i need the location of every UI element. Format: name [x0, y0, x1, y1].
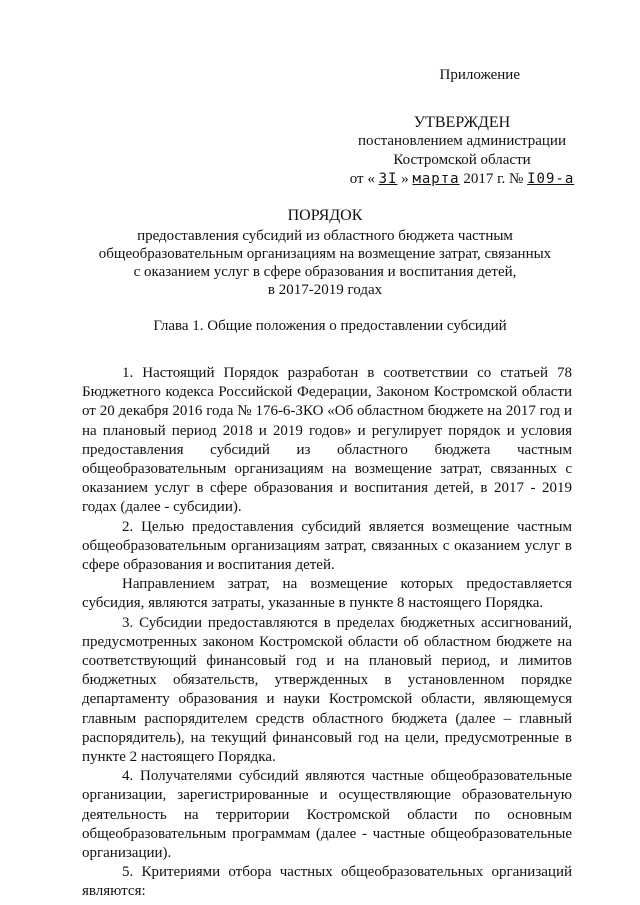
paragraph-1: 1. Настоящий Порядок разработан в соответствии со статьей 78 Бюджетного кодекса Российской Федерации, Законом Костромской области от 20 декабря 2016 года № 176-6-ЗКО «Об областном бюджете на 2017 год и на плановый период 2018 и 2019 годов» и регулирует порядок и условия предоставления субсидий из областного бюджета частным общеобразовательным организациям на возмещение затрат, связанных с оказанием услуг в сфере образования и воспитания детей, в 2017 - 2019 годах (далее - субсидии).: [82, 365, 572, 516]
chapter-heading: Глава 1. Общие положения о предоставлении субсидий: [153, 318, 507, 334]
date-prefix: от «: [349, 171, 375, 187]
approval-date-line: [332, 170, 592, 189]
appendix-label: Приложение: [439, 67, 520, 83]
approved-by-line2: Костромской области: [393, 152, 531, 168]
document-body: [82, 364, 572, 902]
date-day: 3I: [378, 171, 398, 187]
paragraph-5: 5. Критериями отбора частных общеобразовательных организаций являются:: [82, 864, 572, 900]
paragraph-4: 4. Получателями субсидий являются частные общеобразовательные организации, зарегистрированные и осуществляющие образовательную деятельность на территории Костромской области по основным общеобразовательным программам (далее - частные общеобразовательные организации).: [82, 768, 572, 862]
approval-block: [332, 66, 592, 189]
title-line-4: в 2017-2019 годах: [267, 282, 383, 298]
approved-label: УТВЕРЖДЕН: [413, 114, 511, 131]
document-title: [90, 207, 560, 299]
approved-by-line1: постановлением администрации: [358, 133, 566, 149]
date-year: 2017 г. №: [463, 171, 524, 187]
title-line-1: предоставления субсидий из областного бюджета частным: [137, 228, 513, 244]
paragraph-2: 2. Целью предоставления субсидий является возмещение частным общеобразовательным организациям затрат, связанных с оказанием услуг в сфере образования и воспитания детей.: [82, 518, 572, 574]
document-number: I09-а: [527, 171, 575, 187]
paragraph-3: 3. Субсидии предоставляются в пределах бюджетных ассигнований, предусмотренных законом Костромской области об областном бюджете на соответствующий финансовый год и на плановый период, и лимитов бюджетных обязательств, утвержденных в установленном порядке департаменту образования и науки Костромской области, являющемуся главным распорядителем средств областного бюджета (далее – главный распорядитель), на текущий финансовый год на цели, предусмотренные в пункте 2 настоящего Порядка.: [82, 614, 572, 766]
title-line-3: с оказанием услуг в сфере образования и воспитания детей,: [133, 264, 517, 280]
title-line-2: общеобразовательным организациям на возмещение затрат, связанных: [98, 246, 552, 262]
date-mid: »: [401, 171, 409, 187]
title-heading: ПОРЯДОК: [287, 207, 363, 224]
date-month: марта: [412, 171, 460, 187]
paragraph-2-cont: Направлением затрат, на возмещение которых предоставляется субсидия, являются затраты, указанные в пункте 8 настоящего Порядка.: [82, 576, 572, 612]
